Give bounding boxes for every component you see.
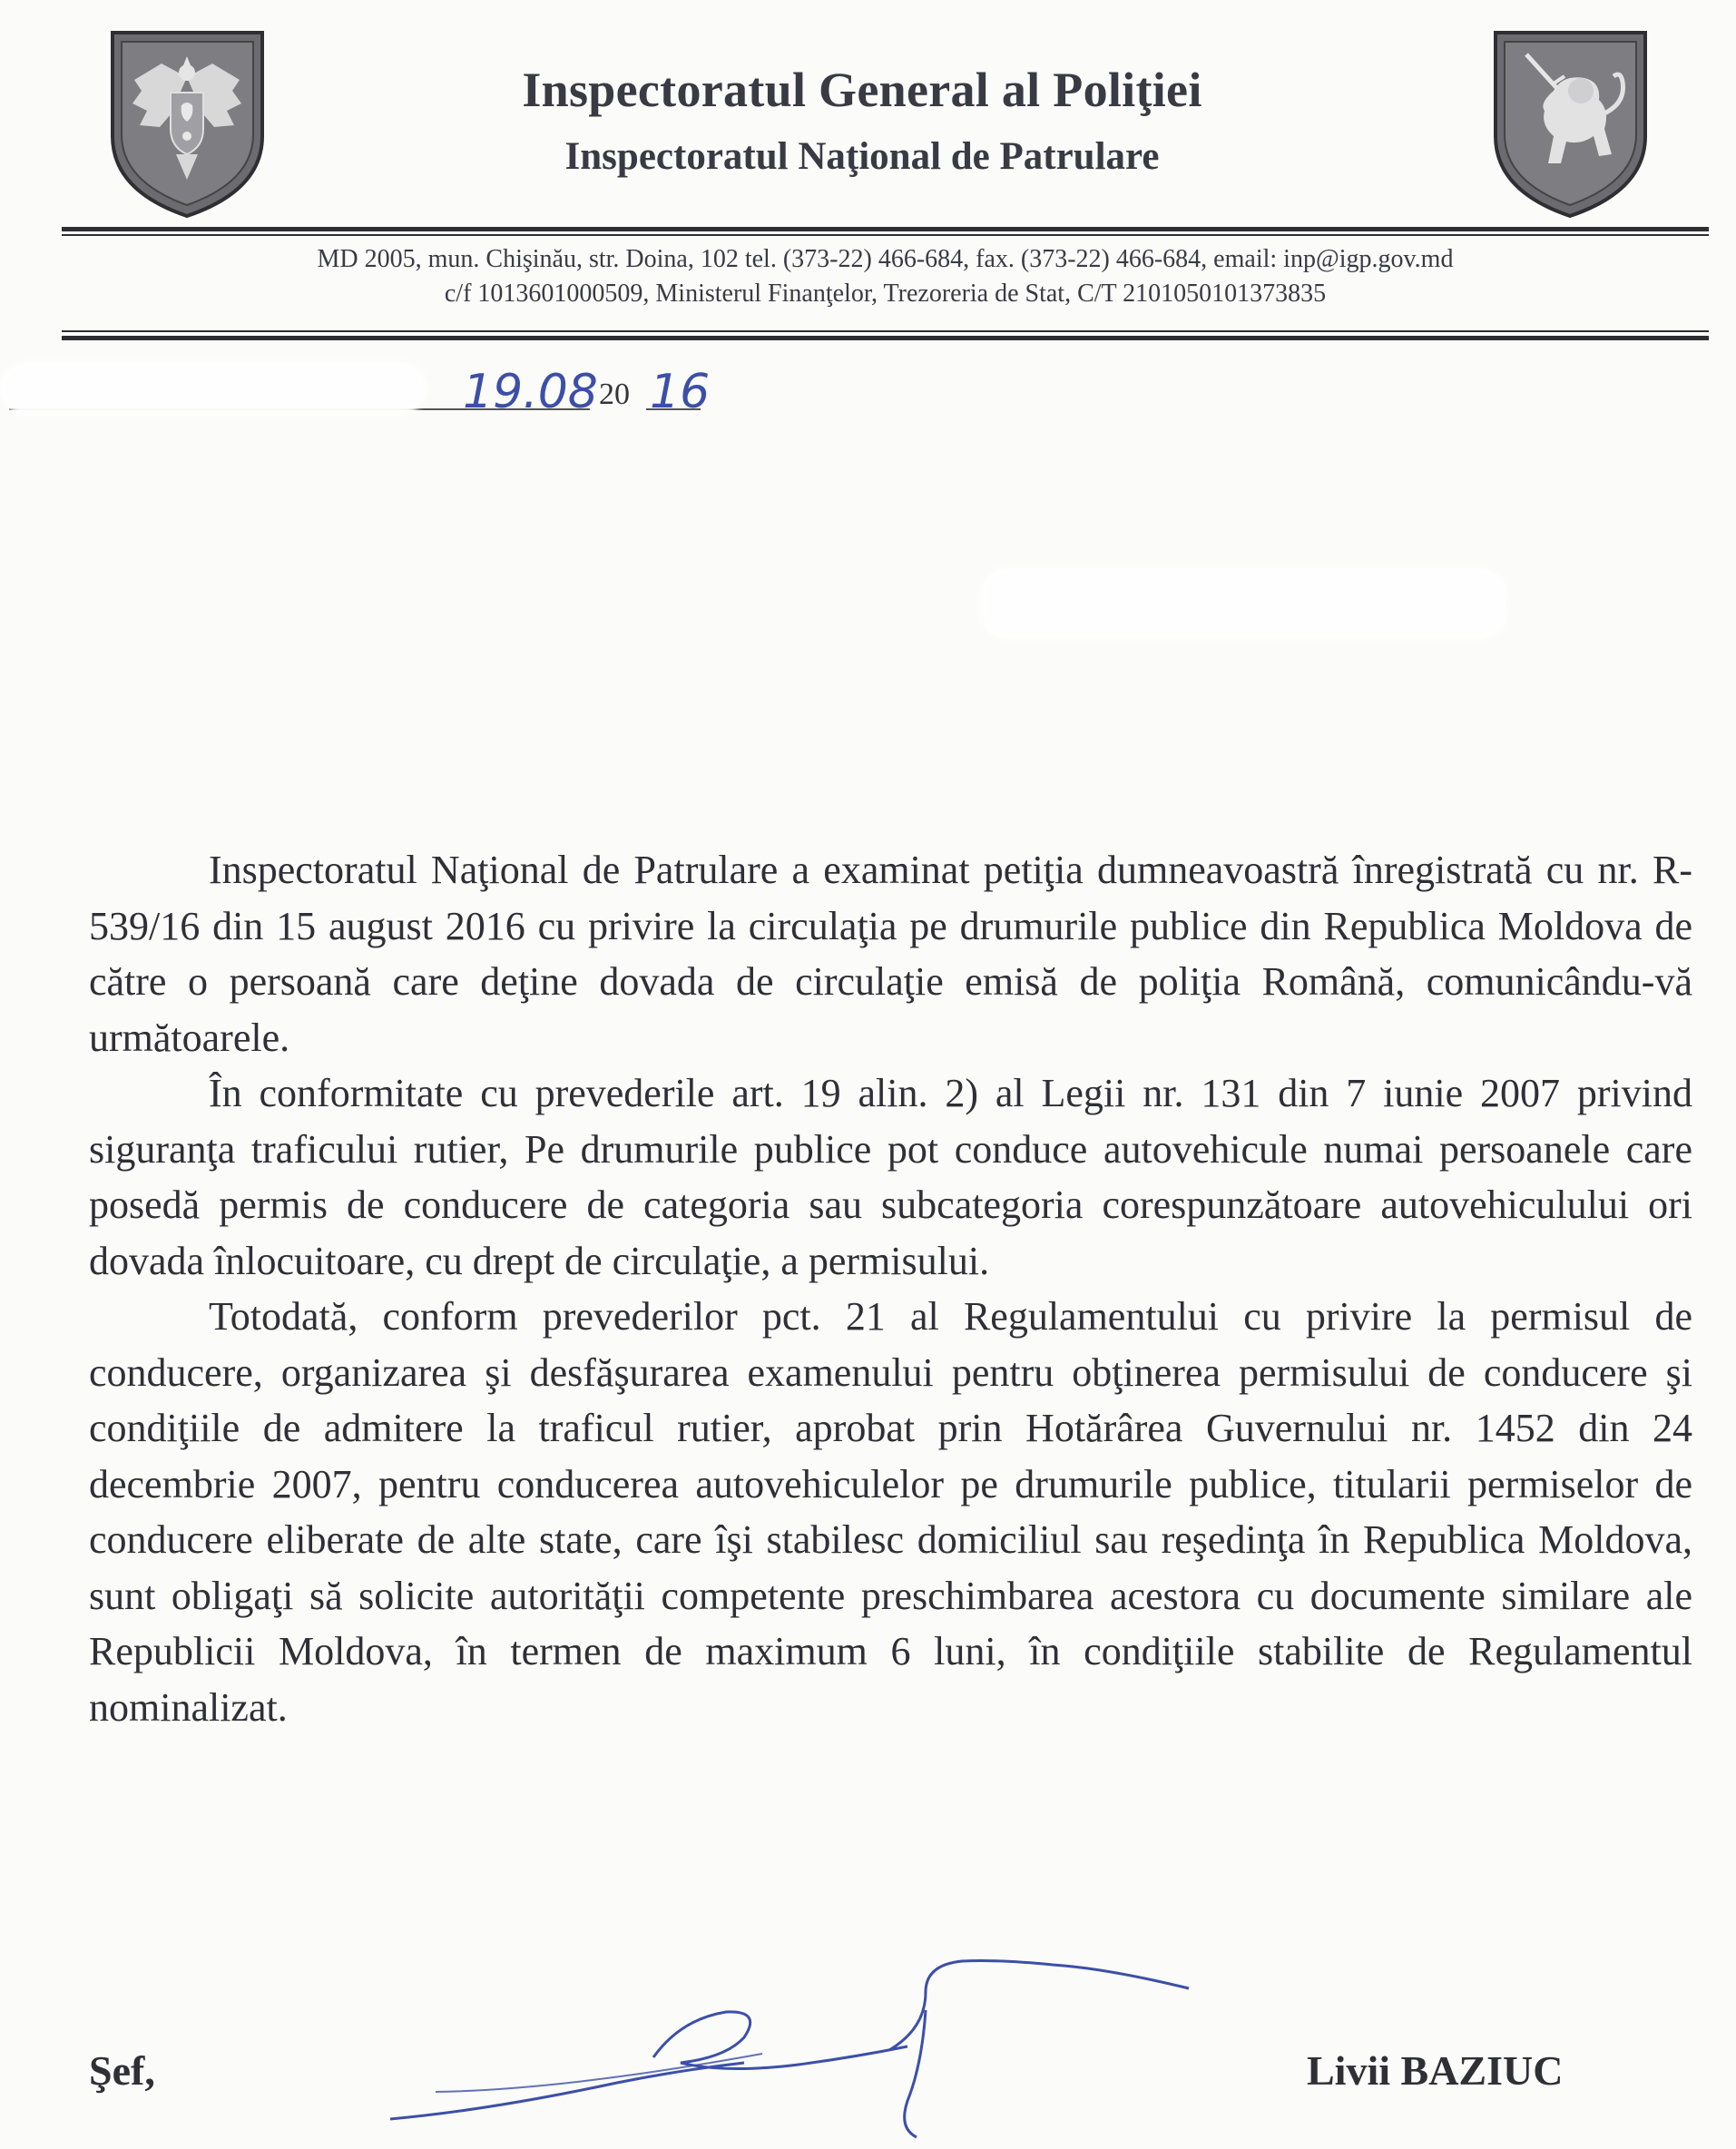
- year-prefix: 20: [599, 378, 630, 411]
- handwritten-date: 19.08: [463, 365, 598, 419]
- letter-body: [89, 842, 1692, 1735]
- moldova-coat-of-arms-icon: [107, 27, 268, 221]
- institution-subtitle: Inspectoratul Naţional de Patrulare: [564, 135, 1160, 178]
- registration-date-row: [0, 361, 817, 425]
- handwritten-signature: [381, 1956, 1225, 2146]
- header-rule-bottom-thin: [62, 330, 1709, 332]
- signatory-role: Şef,: [89, 2047, 155, 2094]
- contact-line-1: MD 2005, mun. Chişinău, str. Doina, 102 tel. (373-22) 466-684, fax. (373-22) 466-684, email: inp@igp.gov.md: [317, 245, 1454, 273]
- header-rule-bottom: [62, 336, 1709, 340]
- redacted-addressee: [980, 567, 1506, 640]
- header-rule-top-thin: [62, 234, 1709, 236]
- redacted-registration-number: [0, 361, 427, 416]
- signatory-name: Livii BAZIUC: [1307, 2047, 1564, 2094]
- body-paragraph-1: Inspectoratul Naţional de Patrulare a examinat petiţia dumneavoastră înregistrată cu nr. R-539/16 din 15 august 2016 cu privire la circulaţia pe drumurile publice din Republica Moldova de către o persoană care deţine dovada de circulaţie emisă de poliţia Română, comunicându-vă următoarele.: [89, 848, 1692, 1060]
- body-paragraph-2: În conformitate cu prevederile art. 19 alin. 2) al Legii nr. 131 din 7 iunie 2007 privind siguranţa traficului rutier, Pe drumurile publice pot conduce autovehicule numai persoanele care posedă permis de conducere de categoria sau subcategoria corespunzătoare autovehiculului ori dovada înlocuitoare, cu drept de circulaţie, a permisului.: [89, 1071, 1692, 1283]
- contact-line-2: c/f 1013601000509, Ministerul Finanţelor, Trezoreria de Stat, C/T 2101050101373835: [444, 280, 1327, 308]
- institution-title: Inspectoratul General al Poliţiei: [522, 63, 1202, 117]
- body-paragraph-3: Totodată, conform prevederilor pct. 21 al Regulamentului cu privire la permisul de conducere, organizarea şi desfăşurarea examenului pentru obţinerea permisului de conducere şi condiţiile de admitere la traficul rutier, aprobat prin Hotărârea Guvernului nr. 1452 din 24 decembrie 2007, pentru conducerea autovehiculelor pe drumurile publice, titularii permiselor de conducere eliberate de alte state, care îşi stabilesc domiciliul sau reşedinţa în Republica Moldova, sunt obligaţi să solicite autorităţii competente preschimbarea acestora cu documente similare ale Republicii Moldova, în termen de maximum 6 luni, în condiţiile stabilite de Regulamentul nominalizat.: [89, 1294, 1692, 1730]
- header-rule-top: [62, 227, 1709, 231]
- police-lion-emblem-icon: [1490, 27, 1651, 221]
- handwritten-year: 16: [650, 365, 711, 419]
